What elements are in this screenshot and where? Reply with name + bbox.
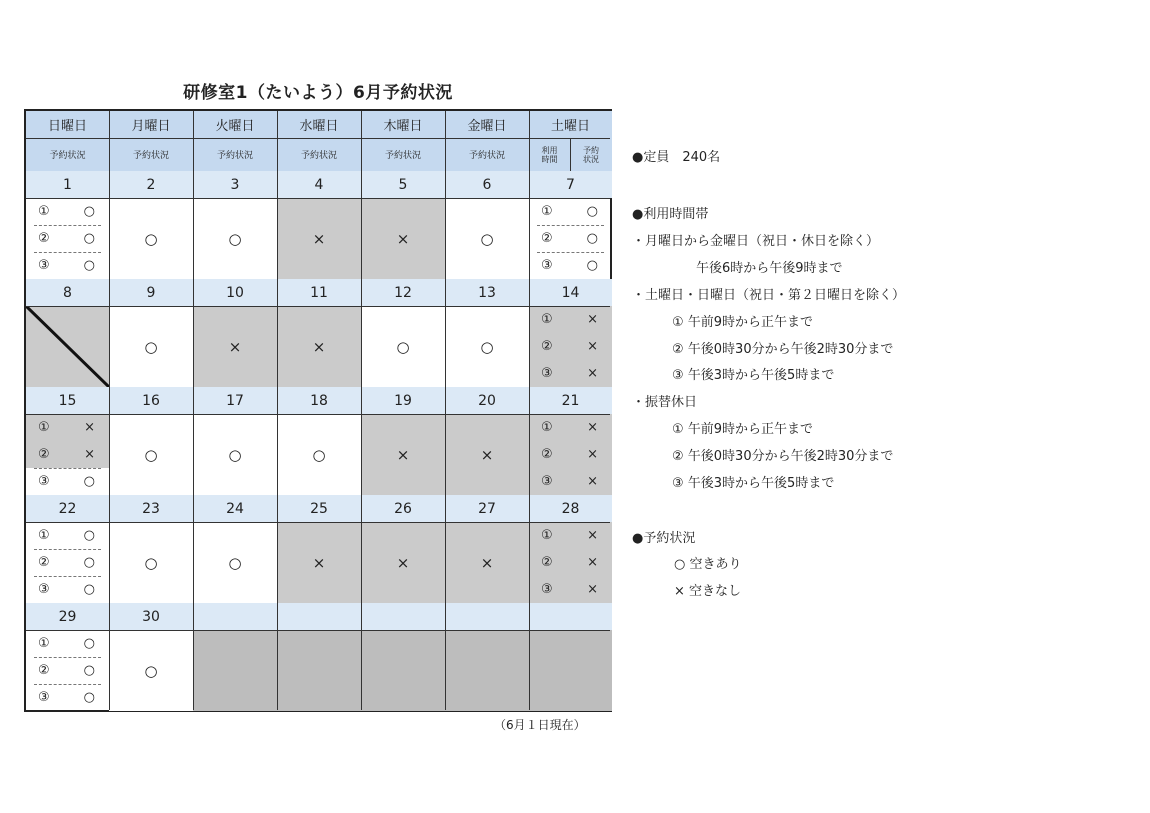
slot-status-mark: ○ [83,258,95,273]
holiday-slot: ③ 午後3時から午後5時まで [672,476,835,491]
slot-number: ① [541,420,553,435]
day-number: 21 [529,387,612,414]
grid-line [26,630,610,631]
grid-line [109,111,110,710]
slot-status-mark: ○ [83,231,95,246]
status-subheader: 予約状況 [109,138,193,171]
hours-heading: ●利用時間帯 [632,207,709,222]
slot-number: ③ [541,474,553,489]
slot-number: ① [541,204,553,219]
grid-line [570,138,571,171]
slot-cell [529,414,612,441]
slot-cell [26,468,109,495]
day-status-cell: × [277,198,361,279]
slot-cell [26,252,109,279]
slot-status-mark: × [587,312,598,327]
holiday-slot: ② 午後0時30分から午後2時30分まで [672,449,894,464]
slot-number: ① [38,528,50,543]
day-number: 2 [109,171,193,198]
slot-status-mark: × [587,474,598,489]
slot-status-mark: × [587,447,598,462]
slot-status-mark: ○ [586,204,598,219]
slot-cell [26,657,109,684]
status-subheader: 予約 状況 [570,138,612,171]
day-number: 27 [445,495,529,522]
day-number: 1 [26,171,109,198]
slot-number: ① [38,204,50,219]
slot-number: ② [541,231,553,246]
day-status-cell: ○ [277,414,361,495]
slot-status-mark: ○ [83,528,95,543]
slot-cell [529,522,612,549]
day-status-cell: ○ [109,630,193,711]
day-number [529,603,612,630]
slot-cell [26,522,109,549]
status-subheader: 予約状況 [26,138,109,171]
slot-number: ③ [38,690,50,705]
slot-cell [26,549,109,576]
reservation-calendar [24,109,612,712]
grid-line [529,111,530,710]
day-number [445,603,529,630]
day-number [277,603,361,630]
slot-cell [26,414,109,441]
slot-cell [26,576,109,603]
weekday-header: 火曜日 [193,111,277,138]
day-status-cell: ○ [445,198,529,279]
slot-status-mark: × [587,339,598,354]
day-number: 13 [445,279,529,306]
day-number: 28 [529,495,612,522]
slot-cell [529,549,612,576]
slot-cell [26,630,109,657]
slot-number: ② [38,663,50,678]
day-status-cell: × [361,414,445,495]
slot-number: ① [38,636,50,651]
day-number: 20 [445,387,529,414]
legend-full: × 空きなし [674,584,742,599]
day-status-cell: × [445,414,529,495]
holiday-slot: ① 午前9時から正午まで [672,422,814,437]
day-number: 9 [109,279,193,306]
weekend-slot: ② 午後0時30分から午後2時30分まで [672,342,894,357]
slot-number: ② [38,231,50,246]
slot-status-mark: ○ [586,231,598,246]
day-number: 6 [445,171,529,198]
slot-status-mark: ○ [83,636,95,651]
empty-day-cell [361,630,445,711]
slot-status-mark: ○ [83,663,95,678]
empty-day-cell [529,630,612,711]
day-status-cell: ○ [193,414,277,495]
day-number: 30 [109,603,193,630]
weekend-slot: ① 午前9時から正午まで [672,315,814,330]
day-number: 22 [26,495,109,522]
day-number: 12 [361,279,445,306]
capacity-text: ●定員 240名 [632,150,721,165]
closed-day-cell [26,306,109,387]
slot-number: ② [541,447,553,462]
grid-line [445,111,446,710]
slot-cell [529,252,612,279]
slot-number: ① [541,528,553,543]
status-subheader: 予約状況 [193,138,277,171]
weekday-header: 月曜日 [109,111,193,138]
day-number: 5 [361,171,445,198]
day-status-cell: × [193,306,277,387]
grid-line [26,306,610,307]
slot-number: ③ [38,474,50,489]
slot-cell [529,306,612,333]
day-status-cell: ○ [445,306,529,387]
slot-status-mark: ○ [83,690,95,705]
day-status-cell: ○ [193,522,277,603]
day-number: 14 [529,279,612,306]
day-number: 11 [277,279,361,306]
status-heading: ●予約状況 [632,531,696,546]
slot-number: ② [541,555,553,570]
slot-number: ③ [541,582,553,597]
slot-number: ① [541,312,553,327]
slot-status-mark: × [84,420,95,435]
slot-number: ③ [38,258,50,273]
weekend-slot: ③ 午後3時から午後5時まで [672,368,835,383]
day-number [361,603,445,630]
slot-status-mark: × [587,528,598,543]
slot-number: ② [38,447,50,462]
grid-line [277,111,278,710]
day-number: 4 [277,171,361,198]
slot-cell [529,576,612,603]
day-number: 18 [277,387,361,414]
slot-cell [26,684,109,711]
slot-cell [26,225,109,252]
day-status-cell: × [361,198,445,279]
grid-line [26,198,610,199]
slot-status-mark: × [587,420,598,435]
day-status-cell: × [445,522,529,603]
day-number: 3 [193,171,277,198]
empty-day-cell [445,630,529,711]
day-number: 15 [26,387,109,414]
weekday-header: 土曜日 [529,111,612,138]
day-status-cell: × [361,522,445,603]
slot-number: ② [38,555,50,570]
day-status-cell: ○ [361,306,445,387]
day-number: 16 [109,387,193,414]
slot-number: ③ [38,582,50,597]
slot-cell [529,360,612,387]
status-subheader: 予約状況 [445,138,529,171]
day-number: 10 [193,279,277,306]
weekend-rule: ・土曜日・日曜日（祝日・第２日曜日を除く） [632,288,906,303]
slot-status-mark: ○ [586,258,598,273]
day-number: 23 [109,495,193,522]
day-status-cell: ○ [109,414,193,495]
day-status-cell: ○ [193,198,277,279]
diagonal-slash [26,306,109,387]
day-number: 8 [26,279,109,306]
grid-line [26,414,610,415]
time-subheader: 利用 時間 [529,138,570,171]
empty-day-cell [193,630,277,711]
holiday-rule: ・振替休日 [632,395,698,410]
slot-status-mark: × [84,447,95,462]
legend-available: ○ 空きあり [674,557,742,572]
slot-status-mark: × [587,366,598,381]
slot-number: ② [541,339,553,354]
slot-status-mark: × [587,555,598,570]
slot-status-mark: ○ [83,204,95,219]
slot-cell [529,333,612,360]
slot-status-mark: ○ [83,582,95,597]
slot-cell [26,198,109,225]
day-number: 17 [193,387,277,414]
as-of-date: （6月１日現在） [494,718,586,732]
status-subheader: 予約状況 [361,138,445,171]
weekday-header: 金曜日 [445,111,529,138]
slot-status-mark: ○ [83,474,95,489]
slot-cell [26,441,109,468]
day-status-cell: × [277,306,361,387]
grid-line [361,111,362,710]
slot-cell [529,468,612,495]
day-number: 19 [361,387,445,414]
page-title: 研修室1（たいよう）6月予約状況 [183,83,453,103]
day-number: 29 [26,603,109,630]
empty-day-cell [277,630,361,711]
day-status-cell: ○ [109,198,193,279]
day-number: 26 [361,495,445,522]
slot-cell [529,225,612,252]
slot-cell [529,441,612,468]
slot-status-mark: × [587,582,598,597]
grid-line [193,111,194,710]
weekday-time: 午後6時から午後9時まで [696,261,843,276]
weekday-rule: ・月曜日から金曜日（祝日・休日を除く） [632,234,880,249]
slot-number: ③ [541,366,553,381]
day-status-cell: × [277,522,361,603]
day-number: 7 [529,171,612,198]
weekday-header: 水曜日 [277,111,361,138]
weekday-header: 日曜日 [26,111,109,138]
status-subheader: 予約状況 [277,138,361,171]
weekday-header: 木曜日 [361,111,445,138]
slot-status-mark: ○ [83,555,95,570]
day-status-cell: ○ [109,522,193,603]
grid-line [26,138,610,139]
slot-number: ① [38,420,50,435]
day-status-cell: ○ [109,306,193,387]
day-number [193,603,277,630]
day-number: 25 [277,495,361,522]
day-number: 24 [193,495,277,522]
slot-number: ③ [541,258,553,273]
slot-cell [529,198,612,225]
grid-line [26,522,610,523]
